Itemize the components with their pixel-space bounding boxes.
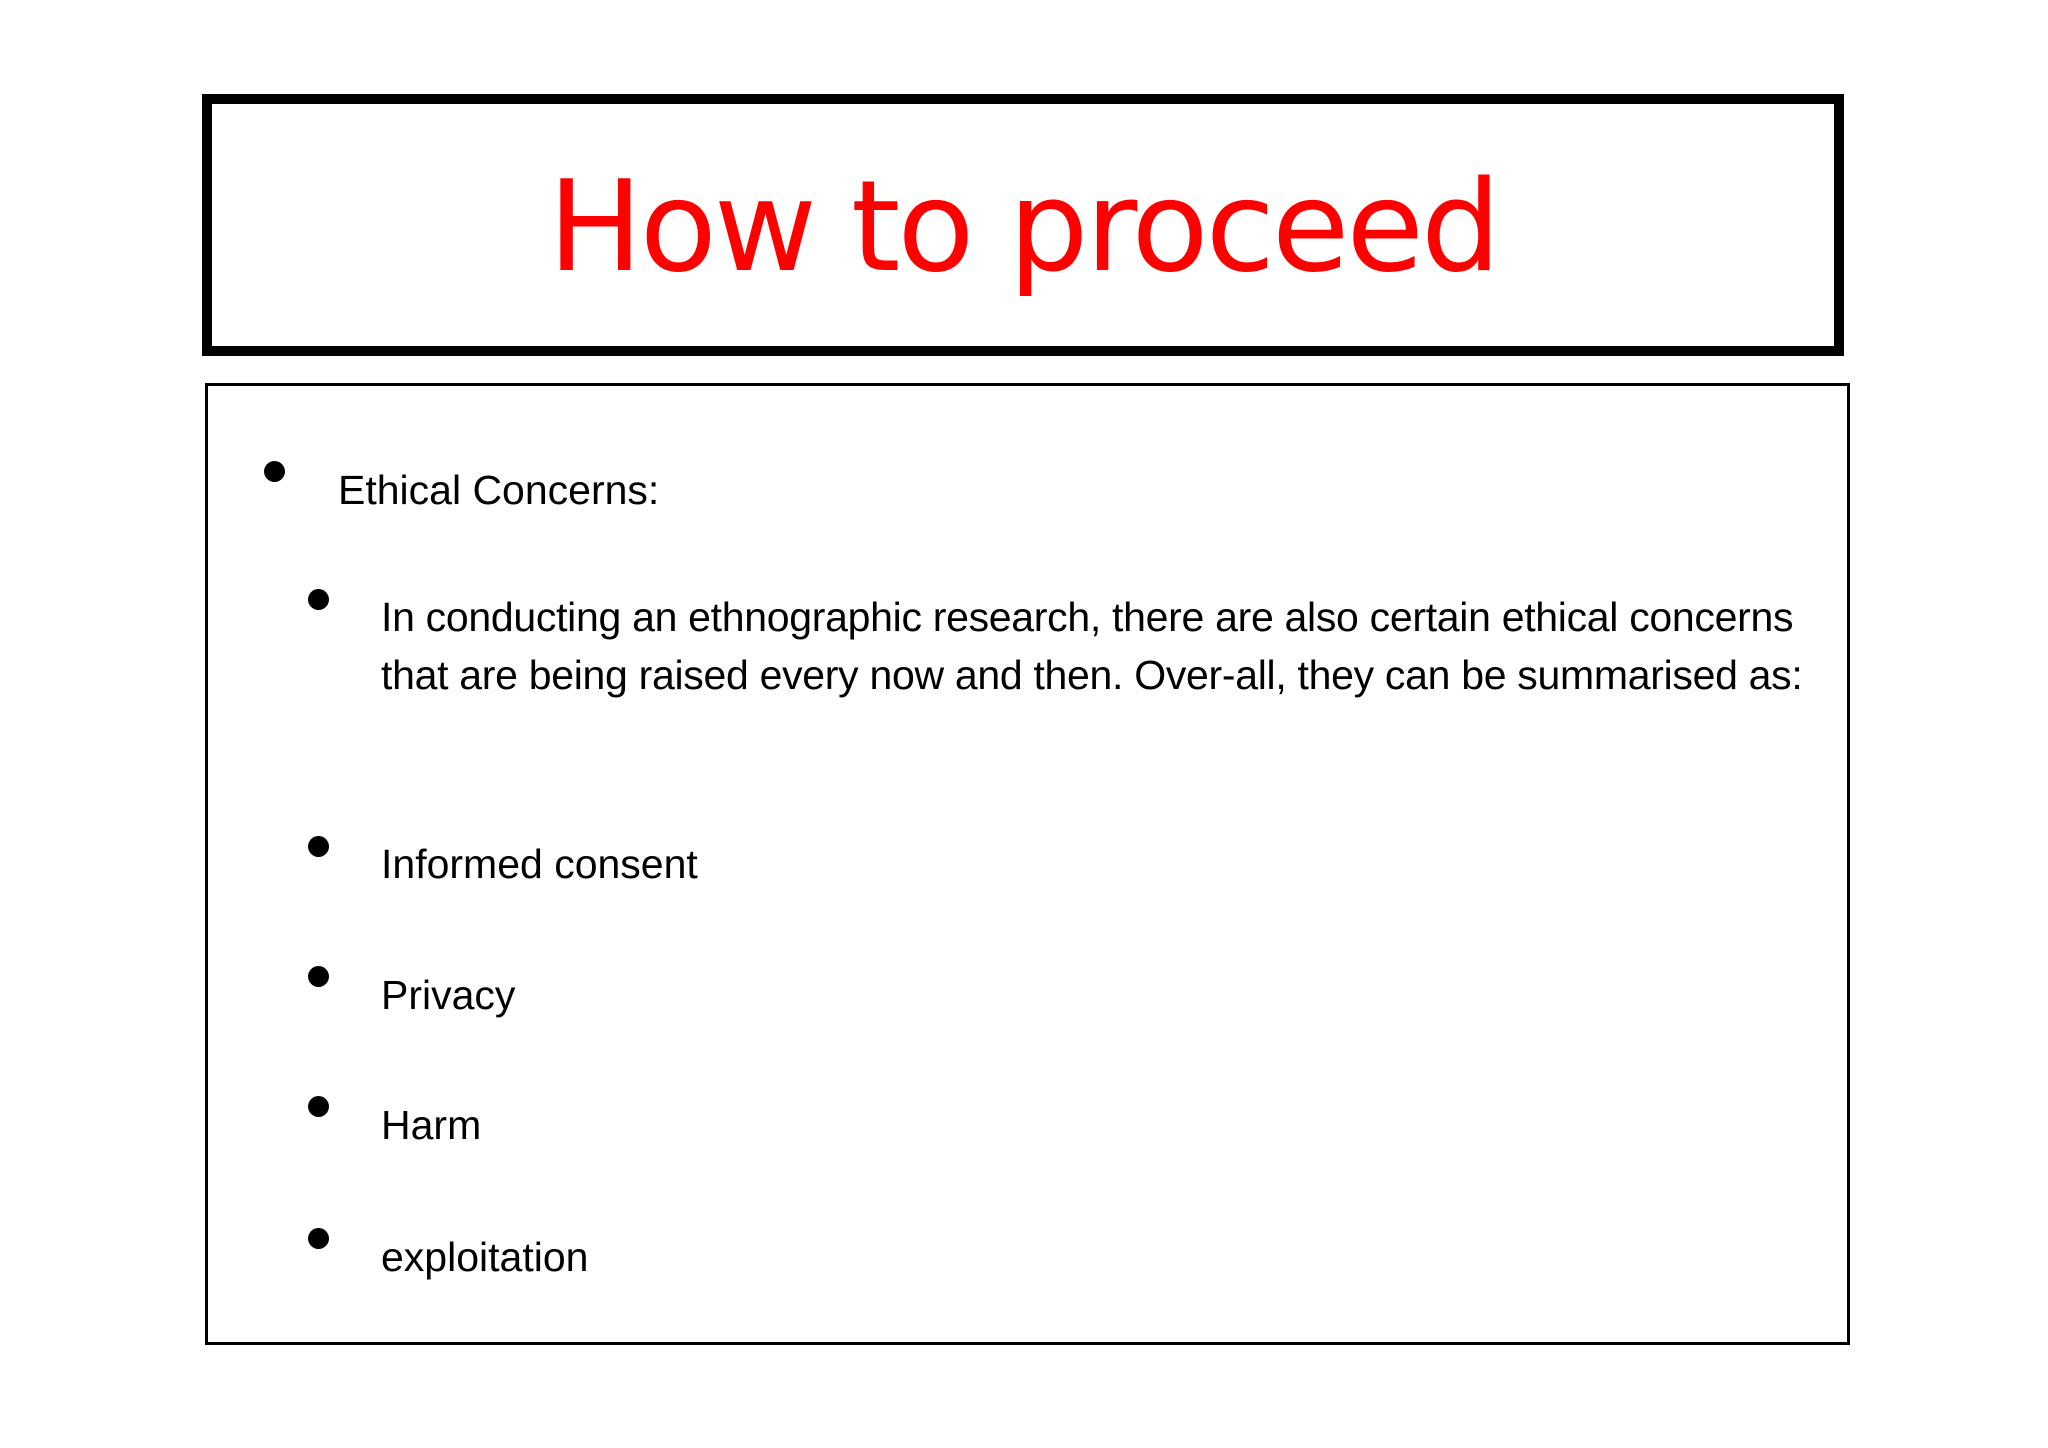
content-box	[205, 383, 1850, 1345]
bullet-dot-icon	[308, 1228, 329, 1249]
bullet-dot-icon	[264, 461, 285, 482]
slide-title: How to proceed	[548, 153, 1498, 300]
bullet-text: Ethical Concerns:	[338, 467, 660, 513]
bullet-text: Privacy	[381, 972, 516, 1018]
bullet-dot-icon	[308, 1096, 329, 1117]
title-box	[202, 94, 1844, 356]
bullet-text: In conducting an ethnographic research, there are also certain ethical concerns that are being raised every now and then. Over-all, they can be summarised as:	[381, 594, 1803, 698]
bullet-text: Informed consent	[381, 841, 698, 887]
bullet-dot-icon	[308, 589, 329, 610]
bullet-dot-icon	[308, 966, 329, 987]
bullet-dot-icon	[308, 836, 329, 857]
bullet-text: exploitation	[381, 1234, 589, 1280]
bullet-text: Harm	[381, 1102, 482, 1148]
